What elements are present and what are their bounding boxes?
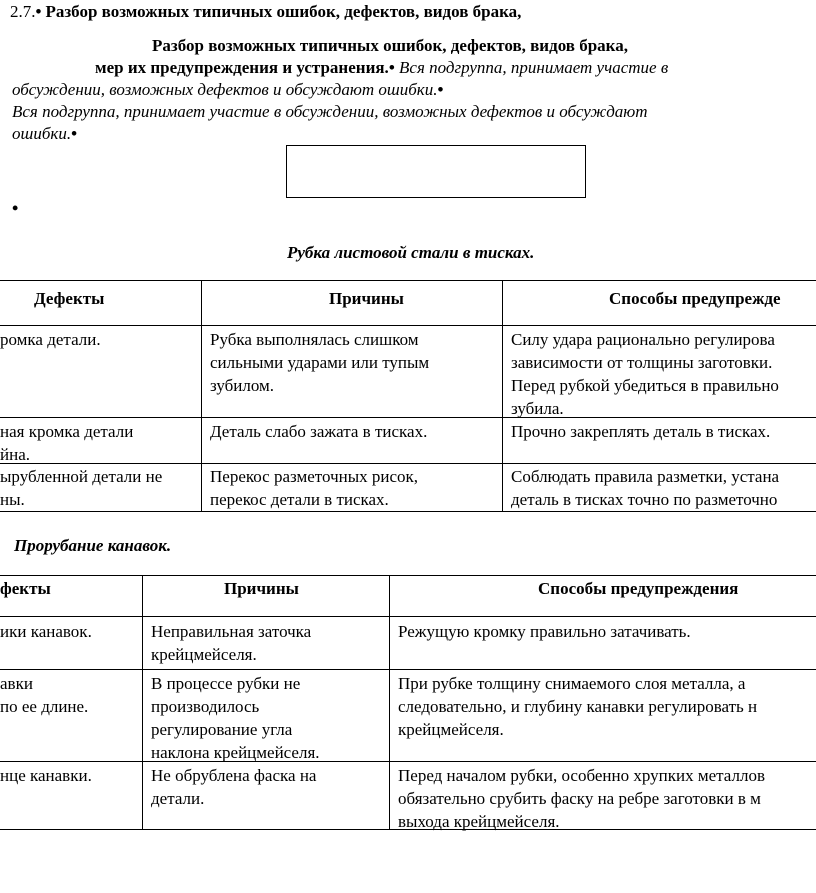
cause-cell bbox=[210, 465, 418, 511]
table-row bbox=[0, 620, 92, 643]
defect-line: ырубленной детали не bbox=[0, 467, 163, 486]
cause-line: наклона крейцмейселя. bbox=[151, 743, 320, 762]
prevention-line: обязательно срубить фаску на ребре заготовки в м bbox=[398, 789, 761, 808]
prevention-line: Перед началом рубки, особенно хрупких металлов bbox=[398, 766, 765, 785]
section1-header-causes: Причины bbox=[329, 289, 404, 308]
empty-frame bbox=[286, 145, 586, 198]
intro-line-1: Разбор возможных типичных ошибок, дефектов, видов брака, bbox=[152, 36, 628, 55]
defect-line: нце канавки. bbox=[0, 766, 92, 785]
cause-line: производилось bbox=[151, 697, 260, 716]
intro-line-2-italic: Вся подгруппа, принимает участие в bbox=[394, 58, 669, 77]
prevention-line: Перед рубкой убедиться в правильно bbox=[511, 376, 779, 395]
prevention-line: деталь в тисках точно по разметочно bbox=[511, 490, 778, 509]
table-row bbox=[0, 465, 162, 511]
cause-line: Перекос разметочных рисок, bbox=[210, 467, 419, 486]
section1-header-prevention: Способы предупрежде bbox=[609, 289, 781, 308]
prevention-cell bbox=[511, 328, 779, 420]
section2-header-defects: фекты bbox=[0, 579, 51, 598]
prevention-cell bbox=[511, 420, 770, 443]
prevention-line: выхода крейцмейселя. bbox=[398, 812, 560, 831]
defect-line: ная кромка детали bbox=[0, 422, 134, 441]
defect-line: йна. bbox=[0, 445, 30, 464]
cause-line: Неправильная заточка bbox=[151, 622, 312, 641]
prevention-line: Прочно закреплять деталь в тисках. bbox=[511, 422, 771, 441]
cause-line: В процессе рубки не bbox=[151, 674, 301, 693]
cause-line: сильными ударами или тупым bbox=[210, 353, 430, 372]
section2-title: Прорубание канавок. bbox=[14, 536, 172, 555]
table-row bbox=[0, 764, 92, 787]
lone-bullet: • bbox=[12, 198, 19, 218]
prevention-cell bbox=[398, 764, 765, 833]
intro-line-3-text: обсуждении, возможных дефектов и обсуждают ошибки. bbox=[12, 80, 438, 99]
prevention-line: зубила. bbox=[511, 399, 564, 418]
prevention-cell bbox=[398, 620, 691, 643]
intro-line-4: Вся подгруппа, принимает участие в обсуждении, возможных дефектов и обсуждают bbox=[12, 102, 648, 121]
cause-line: Не обрублена фаска на bbox=[151, 766, 317, 785]
prevention-cell bbox=[398, 672, 757, 741]
cause-line: Деталь слабо зажата в тисках. bbox=[210, 422, 428, 441]
heading bbox=[10, 2, 521, 22]
table-row bbox=[0, 328, 101, 351]
intro-line-3-bullet: • bbox=[437, 80, 444, 99]
intro-line-2-bold: мер их предупреждения и устранения. bbox=[95, 58, 389, 77]
intro-line-2 bbox=[95, 58, 668, 78]
cause-line: детали. bbox=[151, 789, 205, 808]
heading-bullet: • bbox=[35, 2, 42, 21]
cause-line: Рубка выполнялась слишком bbox=[210, 330, 419, 349]
cause-line: зубилом. bbox=[210, 376, 275, 395]
cause-cell bbox=[151, 620, 311, 666]
section1-title: Рубка листовой стали в тисках. bbox=[287, 243, 535, 262]
intro-line-5-bullet: • bbox=[71, 124, 78, 143]
prevention-line: При рубке толщину снимаемого слоя металла, а bbox=[398, 674, 746, 693]
cause-line: перекос детали в тисках. bbox=[210, 490, 389, 509]
cause-cell bbox=[151, 672, 320, 764]
heading-title: Разбор возможных типичных ошибок, дефектов, видов брака, bbox=[45, 2, 522, 21]
table-row bbox=[0, 672, 88, 718]
prevention-cell bbox=[511, 465, 779, 511]
section2-header-prevention: Способы предупреждения bbox=[538, 579, 739, 598]
prevention-line: Соблюдать правила разметки, устана bbox=[511, 467, 780, 486]
heading-number: 2.7. bbox=[10, 2, 36, 21]
intro-line-5-text: ошибки. bbox=[12, 124, 72, 143]
cause-cell bbox=[210, 328, 429, 397]
cause-line: регулирование угла bbox=[151, 720, 293, 739]
defect-line: ромка детали. bbox=[0, 330, 101, 349]
cause-line: крейцмейселя. bbox=[151, 645, 257, 664]
intro-line-3 bbox=[12, 80, 443, 100]
prevention-line: крейцмейселя. bbox=[398, 720, 504, 739]
section2-header-causes: Причины bbox=[224, 579, 299, 598]
defect-line: авки bbox=[0, 674, 33, 693]
defect-line: ики канавок. bbox=[0, 622, 92, 641]
section1-header-defects: Дефекты bbox=[34, 289, 105, 308]
prevention-line: следовательно, и глубину канавки регулировать н bbox=[398, 697, 758, 716]
prevention-line: зависимости от толщины заготовки. bbox=[511, 353, 773, 372]
cause-cell bbox=[210, 420, 427, 443]
intro-line-2-bullet: • bbox=[388, 58, 395, 77]
cause-cell bbox=[151, 764, 316, 810]
prevention-line: Силу удара рационально регулирова bbox=[511, 330, 775, 349]
prevention-line: Режущую кромку правильно затачивать. bbox=[398, 622, 691, 641]
defect-line: по ее длине. bbox=[0, 697, 89, 716]
table-row bbox=[0, 420, 133, 466]
defect-line: ны. bbox=[0, 490, 25, 509]
intro-line-5 bbox=[12, 124, 77, 144]
